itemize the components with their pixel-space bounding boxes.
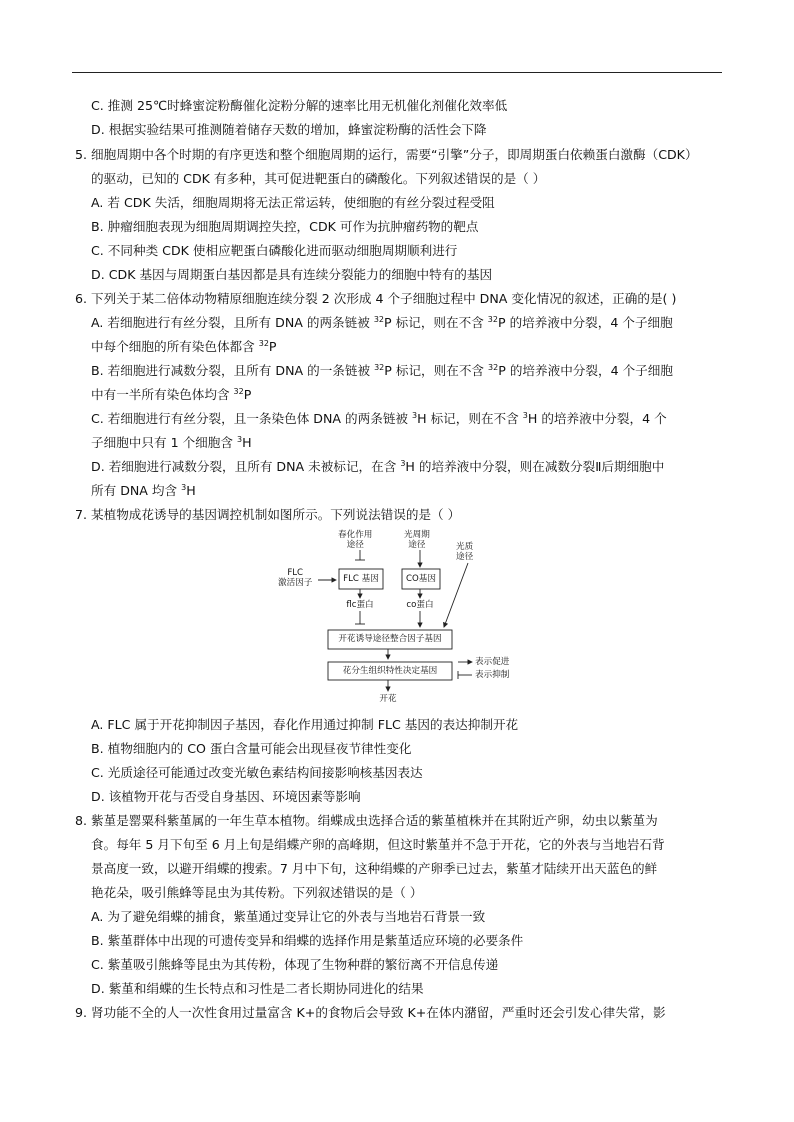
q7-option-d: D. 该植物开花与否受自身基因、环境因素等影响 [91, 789, 361, 804]
q6-stem: 6. 下列关于某二倍体动物精原细胞连续分裂 2 次形成 4 个子细胞过程中 DNA 变化情况的叙述，正确的是( ) [75, 291, 677, 306]
q8-option-a: A. 为了避免绢蝶的捕食，紫堇通过变异让它的外表与当地岩石背景一致 [91, 909, 486, 924]
legend-promote-label: 表示促进 [475, 657, 510, 667]
legend-inhibit-label: 表示抑制 [475, 670, 510, 680]
header-rule [72, 72, 722, 73]
q8-option-d: D. 紫堇和绢蝶的生长特点和习性是二者长期协同进化的结果 [91, 981, 424, 996]
q6-option-c-line1: C. 若细胞进行有丝分裂，且一条染色体 DNA 的两条链被 $^3$H 标记，则在不含 $^3$H 的培养液中分裂，4 个 [91, 410, 667, 426]
q6-option-d-line2: 所有 DNA 均含 $^3$H [91, 482, 196, 498]
q6-option-b-line1: B. 若细胞进行减数分裂，且所有 DNA 的一条链被 $^{32}$P 标记，则在不含 $^{32}$P 的培养液中分裂，4 个子细胞 [91, 362, 673, 378]
q6-option-b-line2: 中有一半所有染色体均含 $^{32}$P [91, 386, 252, 402]
q4-option-d: D. 根据实验结果可推测随着储存天数的增加，蜂蜜淀粉酶的活性会下降 [91, 122, 487, 137]
q5-stem-line1: 5. 细胞周期中各个时期的有序更迭和整个细胞周期的运行，需要“引擎”分子，即周期蛋白依赖蛋白激酶（CDK） [75, 147, 698, 162]
q4-option-c: C. 推测 25℃时蜂蜜淀粉酶催化淀粉分解的速率比用无机催化剂催化效率低 [91, 98, 508, 113]
q5-stem-line2: 的驱动，已知的 CDK 有多种，其可促进靶蛋白的磷酸化。下列叙述错误的是（ ） [91, 171, 546, 186]
q6-option-c-line2: 子细胞中只有 1 个细胞含 $^3$H [91, 434, 252, 450]
light-quality-pathway-label: 光质 途径 [456, 542, 474, 562]
q5-option-a: A. 若 CDK 失活，细胞周期将无法正常运转，使细胞的有丝分裂过程受阻 [91, 195, 495, 210]
q8-option-b: B. 紫堇群体中出现的可遗传变异和绢蝶的选择作用是紫堇适应环境的必要条件 [91, 933, 524, 948]
flowering-label: 开花 [379, 694, 397, 704]
q7-option-b: B. 植物细胞内的 CO 蛋白含量可能会出现昼夜节律性变化 [91, 741, 412, 756]
q6-option-a-line1: A. 若细胞进行有丝分裂，且所有 DNA 的两条链被 $^{32}$P 标记，则在不含 $^{32}$P 的培养液中分裂，4 个子细胞 [91, 314, 673, 330]
co-protein-label: co蛋白 [406, 600, 434, 610]
q8-option-c: C. 紫堇吸引熊蜂等昆虫为其传粉，体现了生物种群的繁衍离不开信息传递 [91, 957, 499, 972]
q6-option-a-line2: 中每个细胞的所有染色体都含 $^{32}$P [91, 338, 277, 354]
diagram-arrows [276, 527, 526, 709]
co-gene-label: CO基因 [406, 574, 436, 584]
q6-option-d-line1: D. 若细胞进行减数分裂，且所有 DNA 未被标记，在含 $^3$H 的培养液中分裂，则在减数分裂Ⅱ后期细胞中 [91, 458, 665, 474]
flc-protein-label: flc蛋白 [346, 600, 374, 610]
q8-stem-line1: 8. 紫堇是罂粟科紫堇属的一年生草本植物。绢蝶成虫选择合适的紫堇植株并在其附近产卵，幼虫以紫堇为 [75, 813, 658, 828]
flowering-regulation-diagram [276, 527, 526, 709]
q8-stem-line3: 景高度一致，以避开绢蝶的搜索。7 月中下旬，这种绢蝶的产卵季已过去，紫堇才陆续开出天蓝色的鲜 [91, 861, 658, 876]
q7-stem: 7. 某植物成花诱导的基因调控机制如图所示。下列说法错误的是（ ） [75, 507, 461, 522]
meristem-gene-label: 花分生组织特性决定基因 [342, 666, 438, 676]
q7-option-a: A. FLC 属于开花抑制因子基因，春化作用通过抑制 FLC 基因的表达抑制开花 [91, 717, 519, 732]
photoperiod-pathway-label: 光周期 途径 [404, 530, 430, 550]
q9-stem-line1: 9. 肾功能不全的人一次性食用过量富含 K+的食物后会导致 K+在体内潴留，严重时还会引发心律失常，影 [75, 1005, 666, 1020]
q8-stem-line4: 艳花朵，吸引熊蜂等昆虫为其传粉。下列叙述错误的是（ ） [91, 885, 423, 900]
q7-option-c: C. 光质途径可能通过改变光敏色素结构间接影响核基因表达 [91, 765, 423, 780]
q8-stem-line2: 食。每年 5 月下旬至 6 月上旬是绢蝶产卵的高峰期，但这时紫堇并不急于开花，它的外表与当地岩石背 [91, 837, 665, 852]
flc-gene-label: FLC 基因 [343, 574, 379, 584]
vernalization-pathway-label: 春化作用 途径 [338, 530, 373, 550]
q5-option-d: D. CDK 基因与周期蛋白基因都是具有连续分裂能力的细胞中特有的基因 [91, 267, 493, 282]
q5-option-b: B. 肿瘤细胞表现为细胞周期调控失控，CDK 可作为抗肿瘤药物的靶点 [91, 219, 479, 234]
integrator-gene-label: 开花诱导途径整合因子基因 [338, 634, 442, 644]
q5-option-c: C. 不同种类 CDK 使相应靶蛋白磷酸化进而驱动细胞周期顺利进行 [91, 243, 458, 258]
flc-activator-label: FLC 激活因子 [278, 568, 313, 588]
